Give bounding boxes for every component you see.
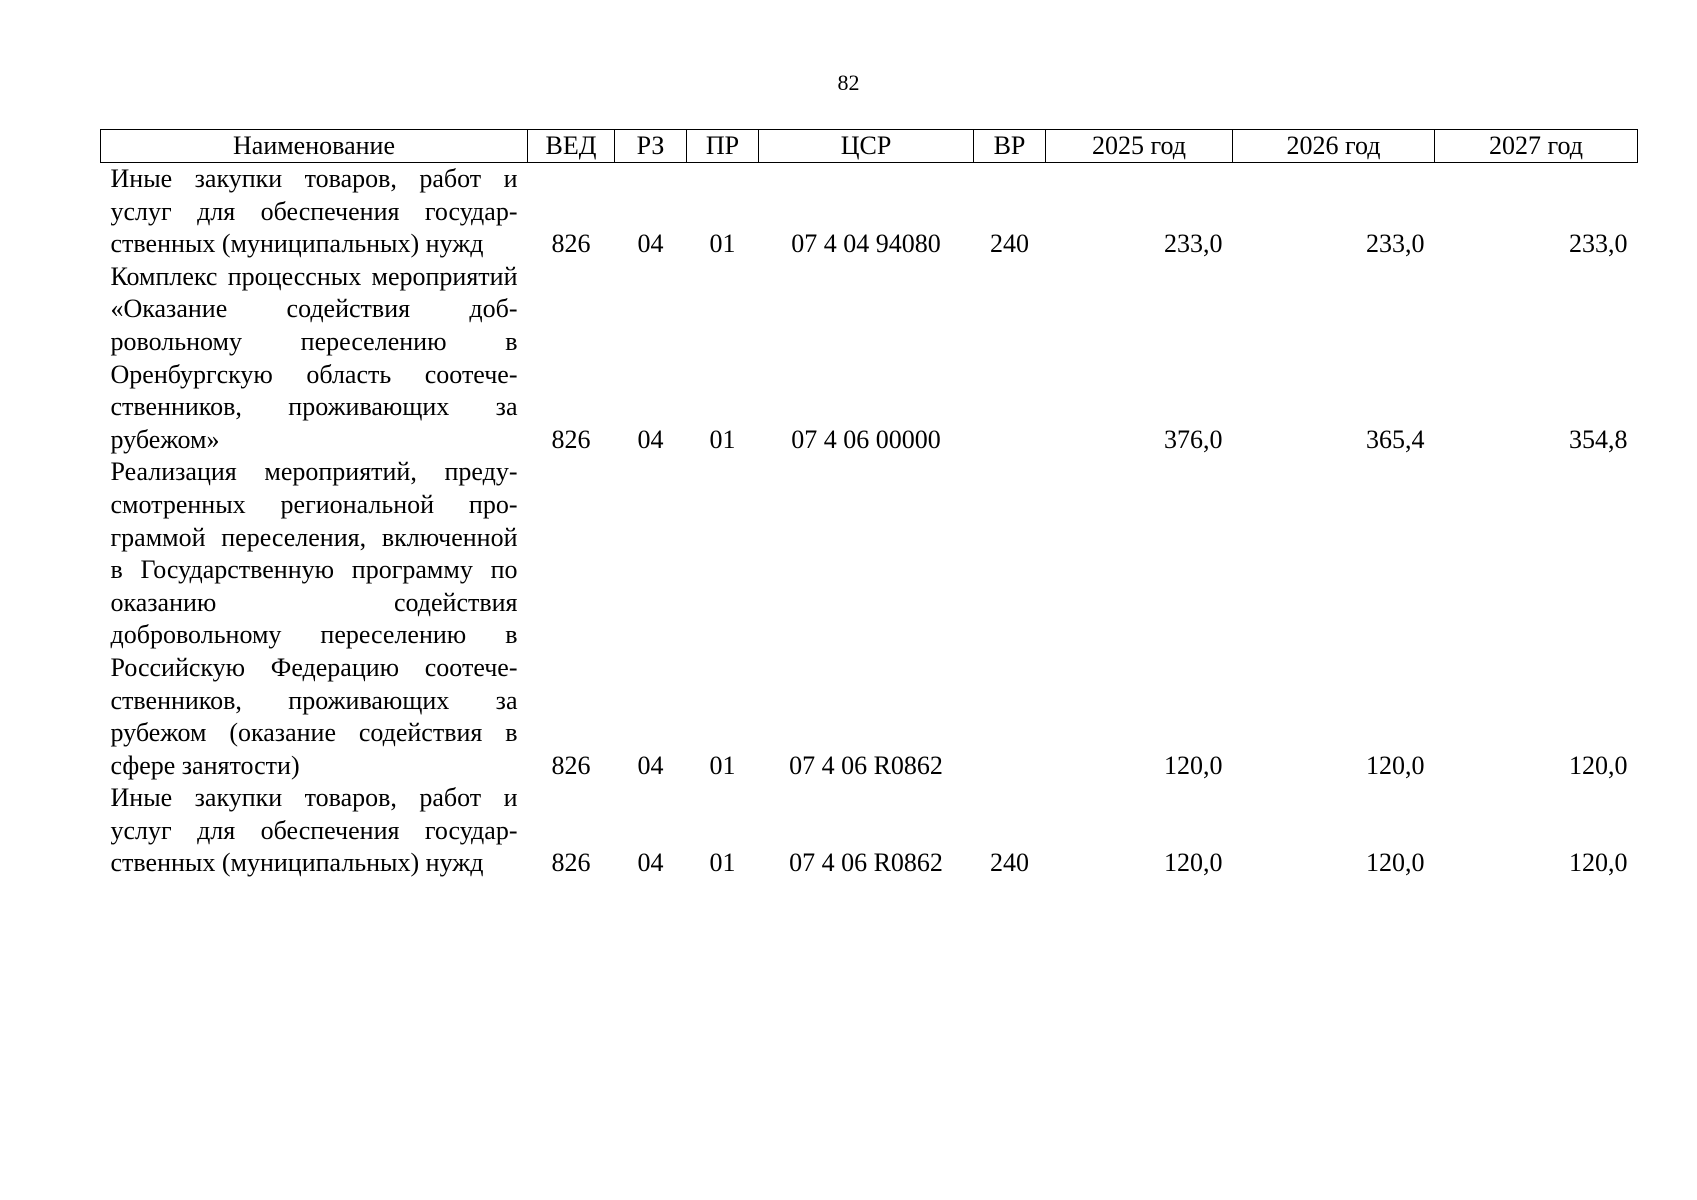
- row-name: Комплекс процессных мероприятий «Оказание содействия добровольному переселению в Оренбургскую область соотечественников, проживающих за рубежом»: [110, 261, 518, 454]
- row-csr: 07 4 04 94080: [791, 229, 941, 259]
- row-2025: 376,0: [1164, 424, 1223, 454]
- row-2026: 120,0: [1366, 750, 1425, 780]
- row-ved: 826: [551, 848, 591, 878]
- row-rz: 04: [637, 750, 664, 780]
- header-2025: 2025 год: [1046, 130, 1233, 163]
- header-2026: 2026 год: [1233, 130, 1435, 163]
- row-pr: 01: [709, 424, 736, 454]
- row-2027: 120,0: [1569, 848, 1628, 878]
- table-row: [101, 456, 1638, 782]
- row-2027: 120,0: [1569, 750, 1628, 780]
- row-pr: 01: [709, 848, 736, 878]
- row-pr: 01: [709, 229, 736, 259]
- header-csr: ЦСР: [759, 130, 974, 163]
- table-row: [101, 163, 1638, 261]
- table-row: [101, 261, 1638, 457]
- header-name: Наименование: [101, 130, 528, 163]
- row-2025: 120,0: [1164, 848, 1223, 878]
- row-2027: 233,0: [1569, 229, 1628, 259]
- row-ved: 826: [551, 750, 591, 780]
- row-2025: 120,0: [1164, 750, 1223, 780]
- header-vr: ВР: [974, 130, 1046, 163]
- row-2026: 365,4: [1366, 424, 1425, 454]
- row-ved: 826: [551, 424, 591, 454]
- row-ved: 826: [551, 229, 591, 259]
- row-rz: 04: [637, 848, 664, 878]
- row-rz: 04: [637, 229, 664, 259]
- row-2026: 233,0: [1366, 229, 1425, 259]
- header-2027: 2027 год: [1435, 130, 1638, 163]
- row-2025: 233,0: [1164, 229, 1223, 259]
- row-name: Иные закупки товаров, работ и услуг для обеспечения государственных (муниципальных) нужд: [110, 164, 518, 259]
- row-2027: 354,8: [1569, 424, 1628, 454]
- row-vr: [974, 261, 1046, 457]
- header-pr: ПР: [687, 130, 759, 163]
- row-csr: 07 4 06 R0862: [789, 848, 943, 878]
- row-pr: 01: [709, 750, 736, 780]
- row-vr: 240: [990, 848, 1029, 878]
- table-row: [101, 782, 1638, 880]
- header-ved: ВЕД: [528, 130, 615, 163]
- budget-table: [100, 129, 1638, 880]
- row-rz: 04: [637, 424, 664, 454]
- row-csr: 07 4 06 00000: [791, 424, 941, 454]
- header-row: [101, 130, 1638, 163]
- header-rz: РЗ: [615, 130, 687, 163]
- row-2026: 120,0: [1366, 848, 1425, 878]
- row-name: Реализация мероприятий, предусмотренных региональной программой переселения, включенной в Государственную программу по оказанию содействия добровольному переселению в Российскую Федерацию соотечественников, проживающих за рубежом (оказание содействия в сфере занятости): [110, 457, 518, 780]
- row-csr: 07 4 06 R0862: [789, 750, 943, 780]
- row-vr: 240: [990, 229, 1029, 259]
- row-name: Иные закупки товаров, работ и услуг для обеспечения государственных (муниципальных) нужд: [110, 783, 518, 878]
- row-vr: [974, 456, 1046, 782]
- page-number: 82: [837, 70, 860, 95]
